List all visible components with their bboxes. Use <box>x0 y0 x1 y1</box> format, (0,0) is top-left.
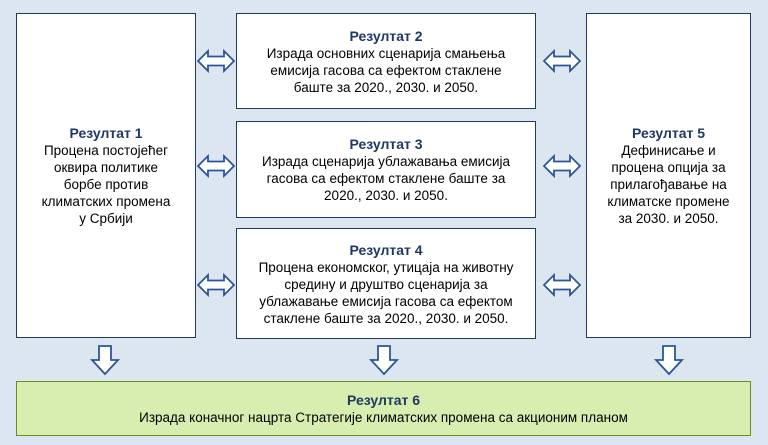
result-1-box <box>16 13 196 338</box>
result-2-box <box>236 13 536 109</box>
result-4-description: Процена економског, утицаја на животну средину и друштво сценарија за ублажавање емисија гасова са ефектом стаклене баште за 2020., 2030. и 2050. <box>258 259 514 326</box>
double-arrow-icon-right-2 <box>542 153 582 179</box>
down-arrow-icon-2 <box>369 344 399 376</box>
double-arrow-icon-right-3 <box>542 272 582 298</box>
double-arrow-icon-left-3 <box>196 272 236 298</box>
result-5-description: Дефинисање и процена опција за прилагођавање на климатске промене за 2030. и 2050. <box>607 143 730 226</box>
down-arrow-icon-3 <box>654 344 684 376</box>
double-arrow-icon-left-1 <box>196 48 236 74</box>
result-1-title: Резултат 1 <box>69 125 143 141</box>
result-5-title: Резултат 5 <box>631 125 706 141</box>
double-arrow-icon-left-2 <box>196 153 236 179</box>
result-2-description: Израда основних сценарија смањења емисија гасова са ефектом стаклене баште за 2020., 2030. и 2050. <box>266 45 506 95</box>
result-3-description: Израда сценарија ублажавања емисија гасова са ефектом стаклене баште за 2020., 2030. и 2050. <box>262 154 510 203</box>
result-3-title: Резултат 3 <box>349 136 423 152</box>
result-3-box <box>236 121 536 218</box>
double-arrow-icon-right-1 <box>542 48 582 74</box>
down-arrow-icon-1 <box>90 344 120 376</box>
result-4-box <box>236 228 536 339</box>
result-6-box <box>16 381 751 436</box>
result-1-description: Процена постојећег оквира политике борбе против климатских промена у Србији <box>41 143 171 226</box>
result-5-box <box>586 13 751 338</box>
result-2-title: Резултат 2 <box>349 27 423 44</box>
result-6-title: Резултат 6 <box>346 392 421 408</box>
result-4-title: Резултат 4 <box>349 241 423 258</box>
result-6-description: Израда коначног нацрта Стратегије климатских промена са акционим планом <box>139 410 628 425</box>
